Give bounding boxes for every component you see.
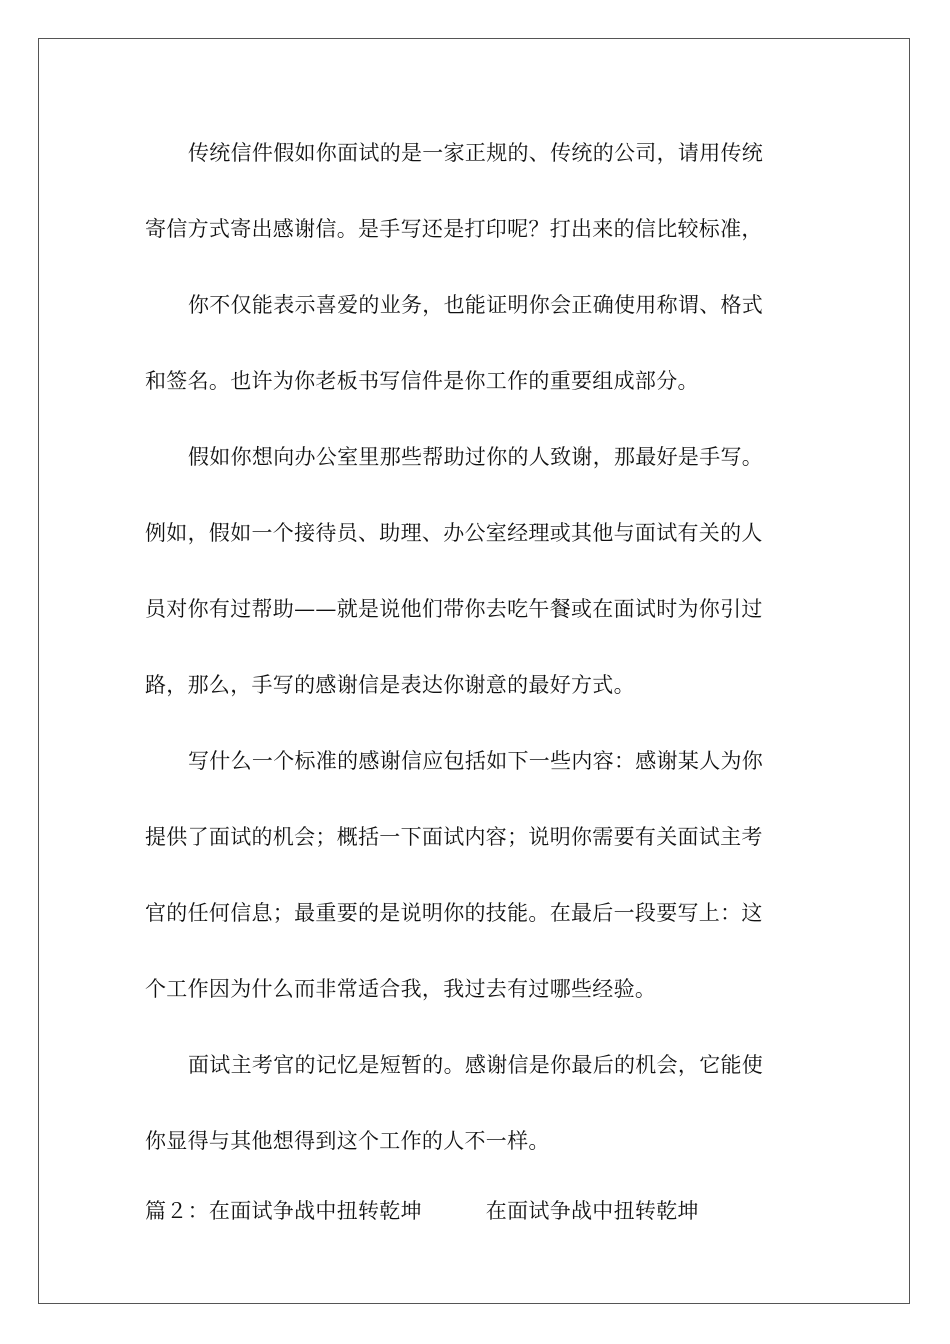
paragraph-line: 个工作因为什么而非常适合我，我过去有过哪些经验。 [145,977,657,1001]
paragraph-line: 面试主考官的记忆是短暂的。感谢信是你最后的机会，它能使 [188,1053,764,1077]
paragraph-line: 和签名。也许为你老板书写信件是你工作的重要组成部分。 [145,369,699,393]
paragraph-line: 员对你有过帮助——就是说他们带你去吃午餐或在面试时为你引过 [145,597,763,621]
paragraph-line: 路，那么，手写的感谢信是表达你谢意的最好方式。 [145,673,635,697]
paragraph-line: 官的任何信息；最重要的是说明你的技能。在最后一段要写上：这 [145,901,763,925]
paragraph-line: 传统信件假如你面试的是一家正规的、传统的公司，请用传统 [188,141,764,165]
paragraph-line: 提供了面试的机会；概括一下面试内容；说明你需要有关面试主考 [145,825,763,849]
paragraph-line: 假如你想向办公室里那些帮助过你的人致谢，那最好是手写。 [188,445,764,469]
section-heading: 篇２：在面试争战中扭转乾坤 在面试争战中扭转乾坤 [145,1199,699,1223]
paragraph-line: 写什么一个标准的感谢信应包括如下一些内容：感谢某人为你 [188,749,764,773]
paragraph-line: 例如，假如一个接待员、助理、办公室经理或其他与面试有关的人 [145,521,763,545]
paragraph-line: 你显得与其他想得到这个工作的人不一样。 [145,1129,550,1153]
document-body [145,121,795,1255]
paragraph-line: 你不仅能表示喜爱的业务，也能证明你会正确使用称谓、格式 [188,293,764,317]
paragraph-line: 寄信方式寄出感谢信。是手写还是打印呢？打出来的信比较标准， [145,217,763,241]
